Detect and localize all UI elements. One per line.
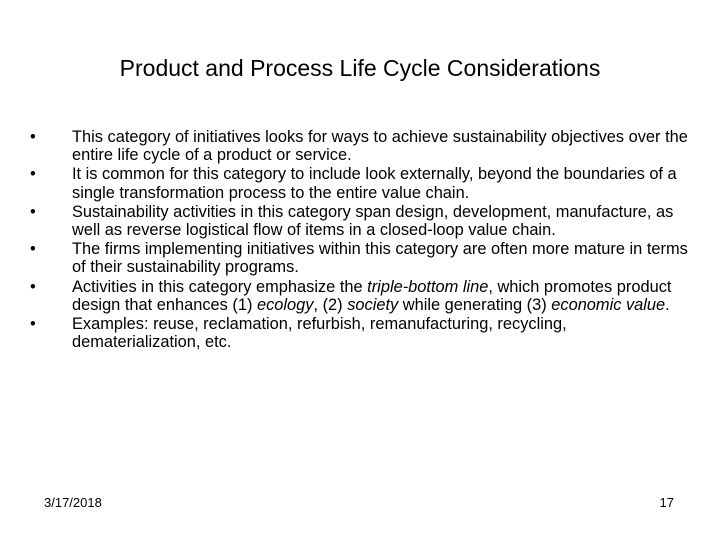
- emphasized-text: ecology: [256, 295, 314, 314]
- emphasized-text: economic value: [551, 295, 666, 314]
- bullet-text: .: [665, 295, 670, 314]
- bullet-dot-icon: •: [30, 202, 36, 221]
- bullet-text: , (2): [313, 295, 348, 314]
- emphasized-text: society: [347, 295, 399, 314]
- emphasized-text: triple-bottom line: [367, 277, 489, 296]
- bullet-text: The firms implementing initiatives within this category are often more mature in terms of their sustainability programs.: [72, 240, 688, 277]
- bullet-text: This category of initiatives looks for ways to achieve sustainability objectives over the entire life cycle of a product or service.: [72, 128, 688, 165]
- footer-date: 3/17/2018: [44, 495, 102, 510]
- bullet-item: [28, 240, 688, 276]
- bullet-item: [28, 128, 688, 164]
- bullet-text: while generating (3): [398, 295, 552, 314]
- bullet-dot-icon: •: [30, 128, 36, 146]
- bullet-text: It is common for this category to include look externally, beyond the boundaries of a single transformation process to the entire value chain.: [72, 165, 677, 202]
- bullet-item: [28, 165, 688, 201]
- page-number: 17: [659, 495, 674, 510]
- bullet-item: [28, 315, 688, 351]
- slide-title: Product and Process Life Cycle Considerations: [119, 55, 601, 81]
- bullet-dot-icon: •: [30, 277, 36, 296]
- bullet-item: [28, 278, 688, 314]
- bullet-item: [28, 203, 688, 239]
- bullet-text: Sustainability activities in this category span design, development, manufacture, as well as reverse logistical flow of items in a closed-loop value chain.: [72, 202, 674, 240]
- bullet-list: [28, 128, 688, 352]
- bullet-dot-icon: •: [30, 240, 36, 259]
- bullet-dot-icon: •: [30, 165, 36, 184]
- bullet-text: Activities in this category emphasize the: [72, 277, 368, 296]
- bullet-text: , which promotes product design that enhances (1): [72, 277, 672, 314]
- bullet-dot-icon: •: [30, 315, 36, 334]
- bullet-text: Examples: reuse, reclamation, refurbish, remanufacturing, recycling, dematerialization, etc.: [72, 315, 567, 352]
